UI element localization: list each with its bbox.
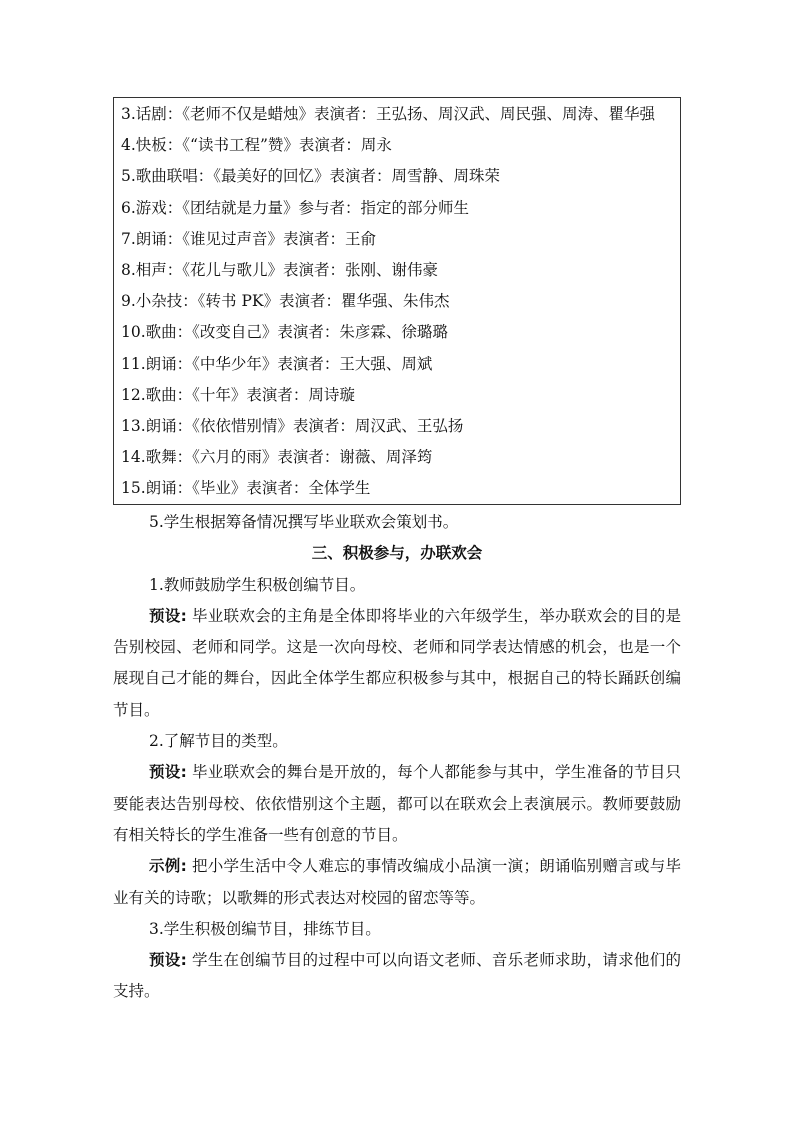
item-1-heading: 1.教师鼓励学生积极创编节目。 xyxy=(149,575,366,594)
example-paragraph xyxy=(113,851,681,914)
document-body xyxy=(113,507,681,1008)
preset-3-paragraph xyxy=(113,945,681,1008)
program-item: 6.游戏：《团结就是力量》参与者：指定的部分师生 xyxy=(121,198,470,217)
program-list-box xyxy=(113,97,681,505)
item-3-heading: 3.学生积极创编节目，排练节目。 xyxy=(149,919,381,938)
program-item: 3.话剧：《老师不仅是蜡烛》表演者：王弘扬、周汉武、周民强、周涛、瞿华强 xyxy=(121,105,656,123)
preset-2-paragraph xyxy=(113,757,681,851)
program-item: 12.歌曲：《十年》表演者：周诗璇 xyxy=(121,385,355,404)
section-title: 三、积极参与，办联欢会 xyxy=(311,544,483,563)
program-item: 10.歌曲：《改变自己》表演者：朱彦霖、徐璐璐 xyxy=(121,323,448,342)
preset-label: 预设: xyxy=(149,763,187,782)
item-2-heading: 2.了解节目的类型。 xyxy=(149,732,288,751)
example-text: 把小学生活中令人难忘的事情改编成小品演一演；朗诵临别赠言或与毕业有关的诗歌；以歌舞的形式表达对校园的留恋等等。 xyxy=(113,857,682,907)
preset-2-text: 毕业联欢会的舞台是开放的，每个人都能参与其中，学生准备的节目只要能表达告别母校、依依惜别这个主题，都可以在联欢会上表演展示。教师要鼓励有相关特长的学生准备一些有创意的节目。 xyxy=(113,763,682,844)
step-5-paragraph: 5.学生根据筹备情况撰写毕业联欢会策划书。 xyxy=(149,513,459,531)
preset-label: 预设: xyxy=(149,951,187,970)
preset-1-text: 毕业联欢会的主角是全体即将毕业的六年级学生，举办联欢会的目的是告别校园、老师和同学。这是一次向母校、老师和同学表达情感的机会，也是一个展现自己才能的舞台，因此全体学生都应积极参与其中，根据自己的特长踊跃创编节目。 xyxy=(113,606,682,719)
preset-3-text: 学生在创编节目的过程中可以向语文老师、音乐老师求助，请求他们的支持。 xyxy=(113,951,682,1001)
preset-1-paragraph xyxy=(113,601,681,726)
program-item: 5.歌曲联唱：《最美好的回忆》表演者：周雪静、周珠荣 xyxy=(121,167,501,186)
preset-label: 预设: xyxy=(149,606,187,625)
program-item: 9.小杂技：《转书 PK》表演者：瞿华强、朱伟杰 xyxy=(121,292,450,311)
program-item: 13.朗诵：《依依惜别情》表演者：周汉武、王弘扬 xyxy=(121,416,464,435)
program-item: 4.快板：《“读书工程”赞》表演者：周永 xyxy=(121,136,392,155)
program-item: 8.相声：《花儿与歌儿》表演者：张刚、谢伟豪 xyxy=(121,260,439,279)
program-item: 14.歌舞：《六月的雨》表演者：谢薇、周泽筠 xyxy=(121,448,433,467)
program-item: 7.朗诵：《谁见过声音》表演者：王俞 xyxy=(121,229,377,248)
example-label: 示例: xyxy=(149,857,187,876)
program-item: 11.朗诵：《中华少年》表演者：王大强、周斌 xyxy=(121,354,433,373)
program-item: 15.朗诵：《毕业》表演者：全体学生 xyxy=(121,479,371,498)
